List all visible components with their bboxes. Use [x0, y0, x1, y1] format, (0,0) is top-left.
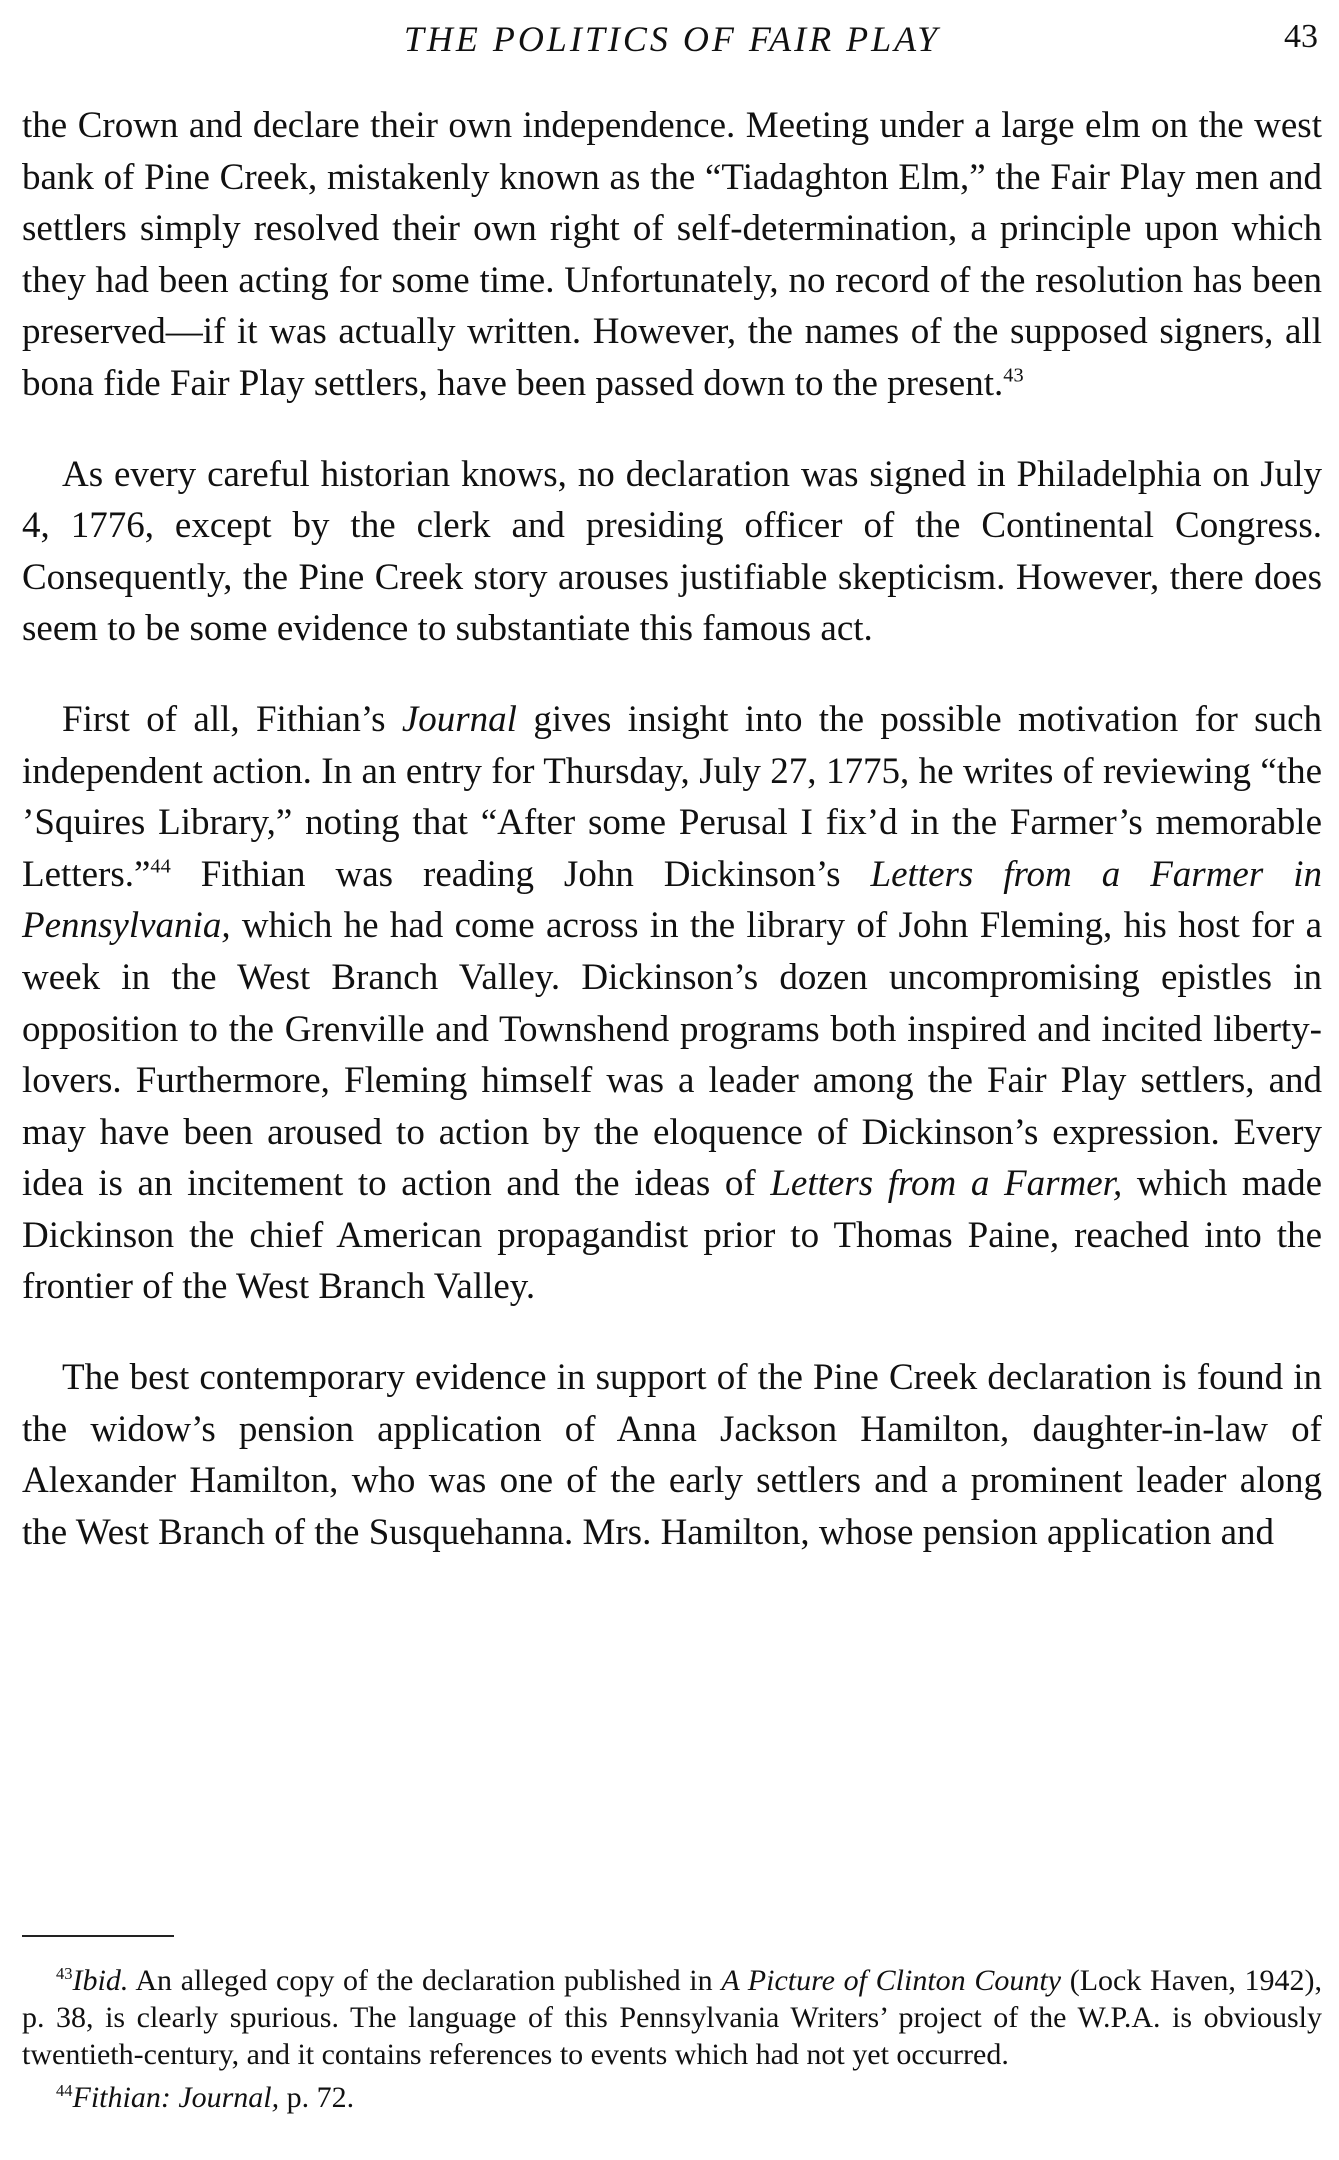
footnote-text: (Lock Haven, 1942), p. 38, is clearly spurious. The language of this Pennsylvania Writers’ project of the W.P.A. is obviously twentieth-century, and it contains references to events which had not yet occurred. [22, 1964, 1322, 2071]
footnote-italic: Ibid. [72, 1964, 129, 1997]
footnote [22, 1962, 1322, 2073]
footnotes [22, 1962, 1322, 2116]
footnote-reference: 43 [1003, 364, 1024, 387]
running-head [22, 0, 1322, 70]
paragraph-continued [22, 100, 1322, 410]
paragraph-text: First of all, Fithian’s [62, 698, 402, 740]
paragraph [22, 449, 1322, 655]
italic-title-letters: Letters from a Farmer, [770, 1163, 1123, 1205]
footnote-text: p. 72. [279, 2081, 355, 2114]
body-text [22, 100, 1322, 1558]
footnote-italic: Fithian: Journal, [72, 2081, 280, 2114]
book-page [22, 0, 1322, 1558]
footnote-rule [22, 1935, 174, 1937]
page-number: 43 [1284, 18, 1318, 55]
italic-title-journal: Journal [401, 698, 517, 740]
paragraph-text: The best contemporary evidence in support of the Pine Creek declaration is found in the widow’s pension application of Anna Jackson Hamilton, daughter-in-law of Alexander Hamilton, who was one of the early settlers and a prominent leader along the West Branch of the Susquehanna. Mrs. Hamilton, whose pension application and [22, 1357, 1322, 1553]
footnote-italic: A Picture of Clinton County [721, 1964, 1062, 1997]
paragraph-text: which he had come across in the library of John Fleming, his host for a week in the West Branch Valley. Dickinson’s dozen uncompromising epistles in opposition to the Grenville and Townshend programs both inspired and incited liberty-lovers. Furthermore, Fleming himself was a leader among the Fair Play settlers, and may have been aroused to action by the eloquence of Dickinson’s expression. Every idea is an incitement to action and the ideas of [22, 905, 1322, 1205]
paragraph-text: As every careful historian knows, no declaration was signed in Philadelphia on July 4, 1776, except by the clerk and presiding officer of the Continental Congress. Consequently, the Pine Creek story arouses justifiable skepticism. However, there does seem to be some evidence to substantiate this famous act. [22, 453, 1322, 650]
footnote-text: An alleged copy of the declaration published in [128, 1964, 722, 1997]
paragraph [22, 1352, 1322, 1558]
paragraph-text: gives insight into the possible motivation for such independent action. In an entry for Thursday, July 27, 1775, he writes of reviewing “the ’Squires Library,” noting that “After some Perusal I fix’d in the Farmer’s memorable Letters.” [22, 698, 1322, 895]
paragraph [22, 694, 1322, 1313]
running-title: THE POLITICS OF FAIR PLAY [403, 19, 941, 59]
footnote-number: 44 [56, 2081, 73, 2100]
paragraph-text: which made Dickinson the chief American propagandist prior to Thomas Paine, reached into the frontier of the West Branch Valley. [22, 1163, 1323, 1308]
footnote [22, 2079, 1322, 2116]
paragraph-text: the Crown and declare their own independence. Meeting under a large elm on the west bank of Pine Creek, mistakenly known as the “Tiadaghton Elm,” the Fair Play men and settlers simply resolved their own right of self-determination, a principle upon which they had been acting for some time. Unfortunately, no record of the resolution has been preserved—if it was actually written. However, the names of the supposed signers, all bona fide Fair Play settlers, have been passed down to the present. [22, 105, 1322, 404]
footnote-reference: 44 [150, 855, 171, 878]
footnote-number: 43 [56, 1964, 73, 1983]
paragraph-text: Fithian was reading John Dickinson’s [170, 853, 871, 895]
italic-title-letters: Letters from a Farmer in Pennsylvania, [22, 853, 1322, 947]
